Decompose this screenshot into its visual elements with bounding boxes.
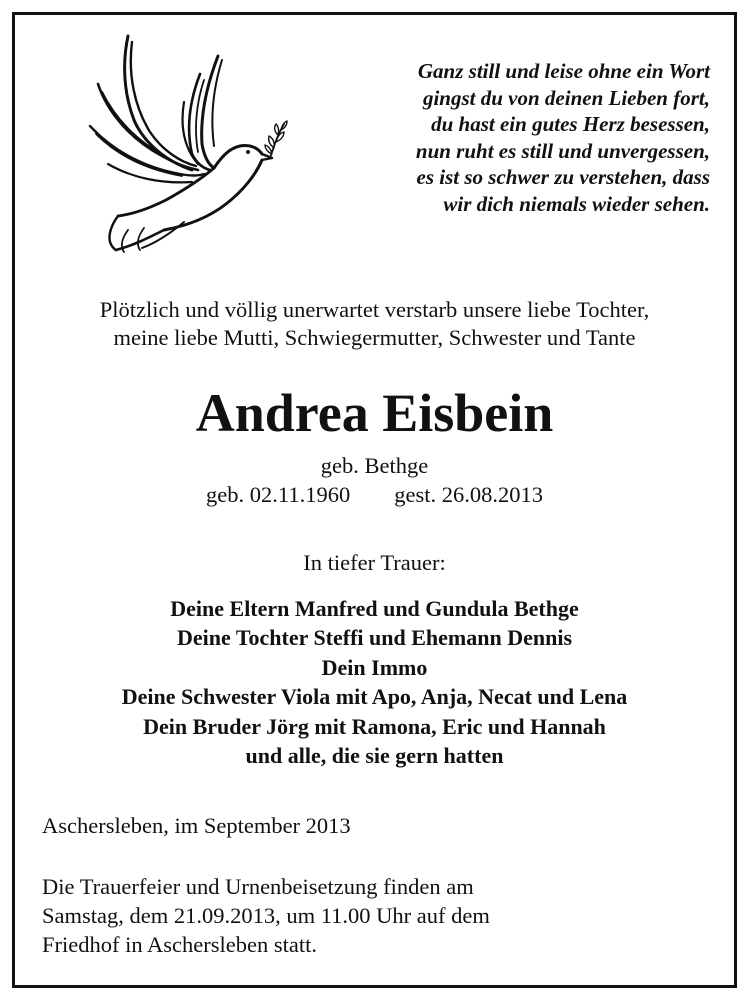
mourner-line: Dein Bruder Jörg mit Ramona, Eric und Hannah xyxy=(143,713,606,739)
poem-line: es ist so schwer zu verstehen, dass xyxy=(416,165,710,189)
mourner-line: und alle, die sie gern hatten xyxy=(245,743,504,769)
memorial-poem xyxy=(300,58,710,217)
birth-date: geb. 02.11.1960 xyxy=(206,482,351,507)
intro-line: meine liebe Mutti, Schwiegermutter, Schwester und Tante xyxy=(113,325,636,350)
funeral-line: Die Trauerfeier und Urnenbeisetzung finden am xyxy=(42,874,474,899)
funeral-line: Friedhof in Aschersleben statt. xyxy=(42,932,317,957)
funeral-line: Samstag, dem 21.09.2013, um 11.00 Uhr auf dem xyxy=(42,903,490,928)
funeral-information xyxy=(42,872,642,959)
intro-line: Plötzlich und völlig unerwartet verstarb unsere liebe Tochter, xyxy=(99,297,650,322)
poem-line: wir dich niemals wieder sehen. xyxy=(443,191,710,216)
mourner-line: Deine Schwester Viola mit Apo, Anja, Necat und Lena xyxy=(121,684,628,710)
mourner-line: Deine Eltern Manfred und Gundula Bethge xyxy=(170,596,579,621)
announcement-intro xyxy=(0,296,749,352)
birth-name: geb. Bethge xyxy=(320,453,429,478)
life-dates xyxy=(0,481,749,509)
dove-icon xyxy=(88,34,288,264)
mourning-heading: In tiefer Trauer: xyxy=(303,550,446,575)
poem-line: du hast ein gutes Herz besessen, xyxy=(431,112,710,136)
poem-line: Ganz still und leise ohne ein Wort xyxy=(417,59,710,83)
mourner-line: Dein Immo xyxy=(321,654,428,680)
death-date: gest. 26.08.2013 xyxy=(394,482,543,507)
mourner-line: Deine Tochter Steffi und Ehemann Dennis xyxy=(176,625,573,651)
mourners-list xyxy=(0,594,749,770)
place-and-date: Aschersleben, im September 2013 xyxy=(42,813,351,838)
deceased-name: Andrea Eisbein xyxy=(195,383,554,443)
poem-line: nun ruht es still und unvergessen, xyxy=(415,138,710,163)
poem-line: gingst du von deinen Lieben fort, xyxy=(422,85,710,110)
